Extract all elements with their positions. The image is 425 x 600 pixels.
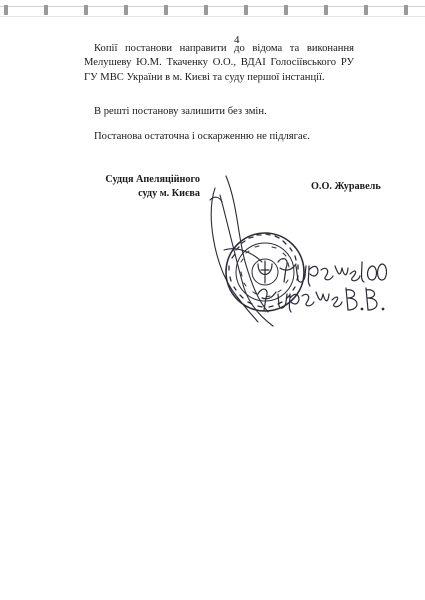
- page-number: 4: [234, 34, 240, 46]
- paragraph-copies: Копії постанови направити до відома та виконання Мелушеву Ю.М. Ткаченку О.О., ВДАІ Голосіївського РУ ГУ МВС України в м. Києві та суду першої інстанції.: [84, 43, 354, 83]
- judge-name: О.О. Журавель: [311, 181, 381, 192]
- paragraph-final-ruling: Постанова остаточна і оскарженню не підлягає.: [94, 131, 310, 142]
- judge-title-line2: суду м. Києва: [138, 188, 200, 199]
- paragraph-rest-unchanged: В решті постанову залишити без змін.: [94, 106, 267, 117]
- judge-title-line1: Судця Апеляційного: [105, 174, 200, 185]
- official-seal: [226, 233, 304, 311]
